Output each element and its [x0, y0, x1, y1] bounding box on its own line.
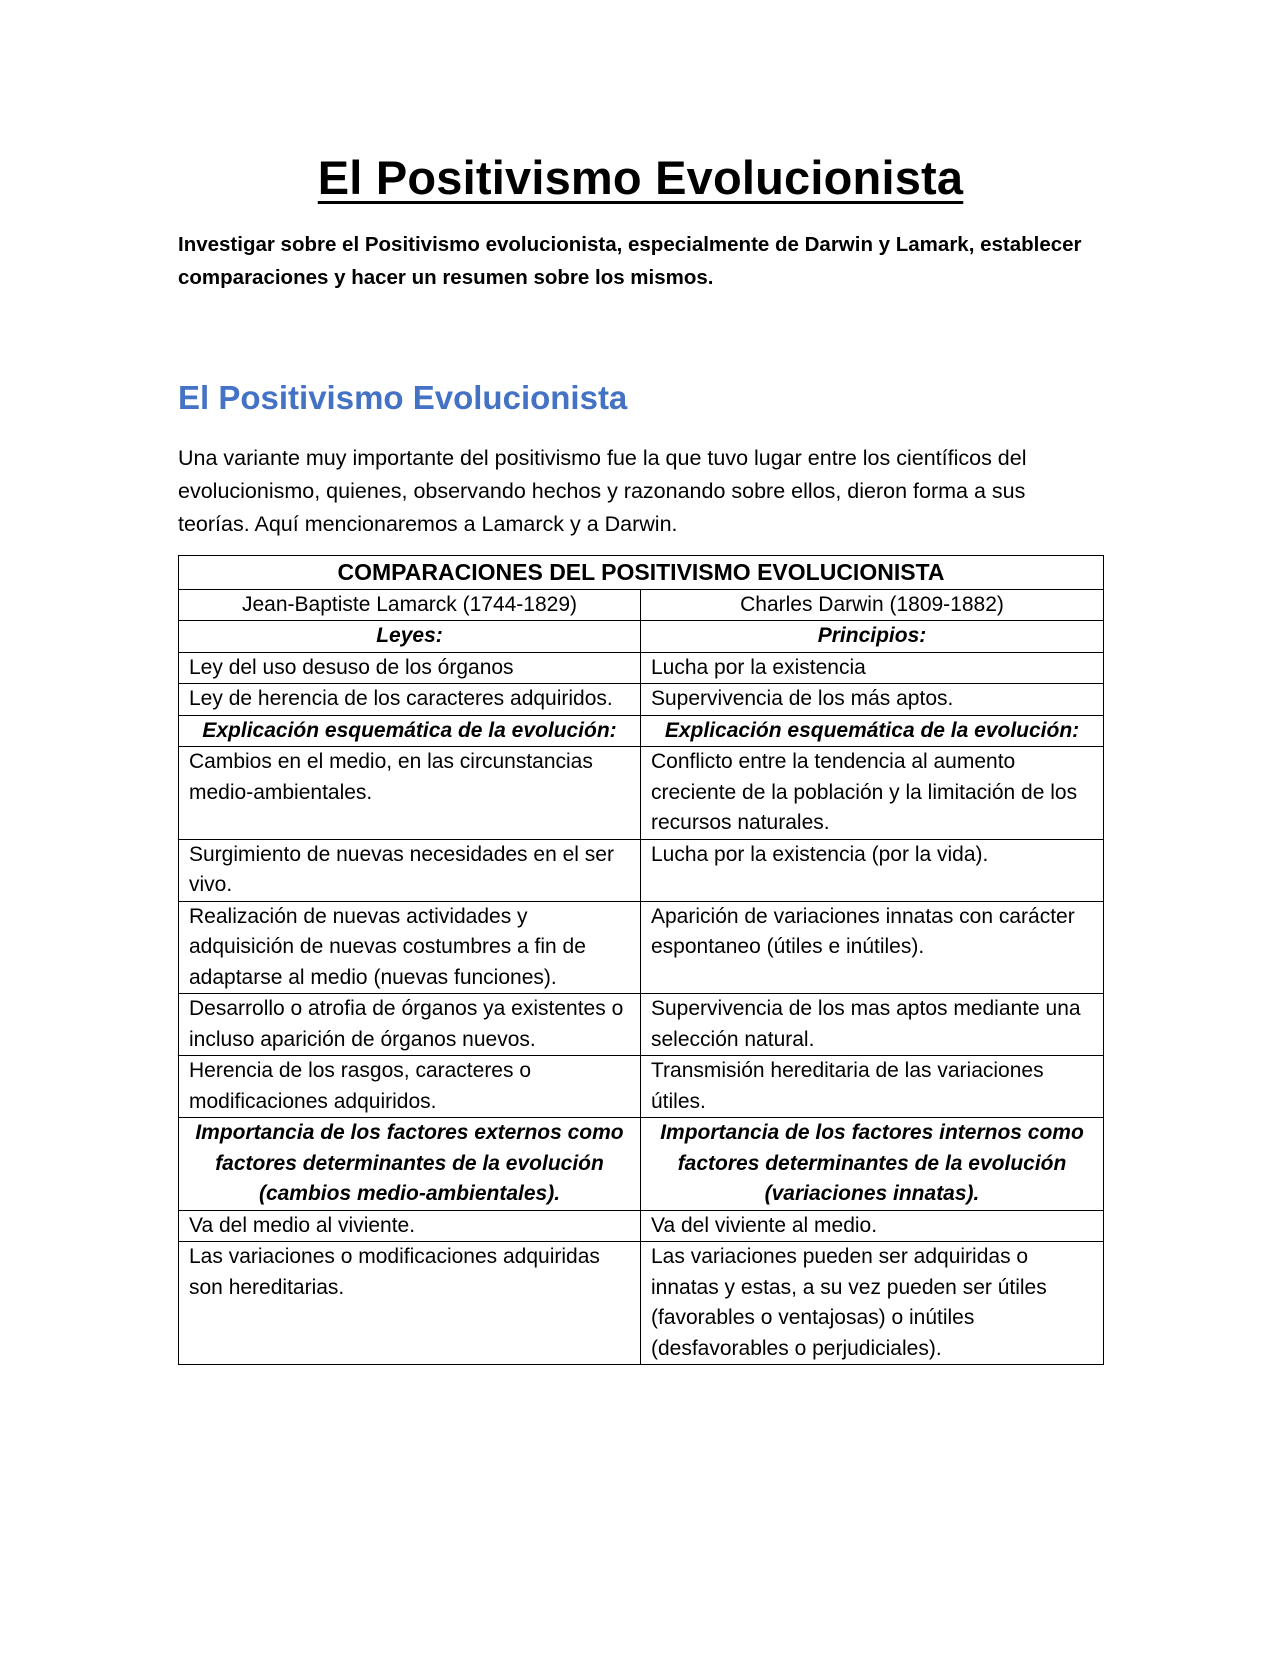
table-row	[179, 621, 1104, 653]
lamarck-cell: Explicación esquemática de la evolución:	[179, 715, 641, 747]
document-page	[178, 150, 1103, 1365]
table-title: COMPARACIONES DEL POSITIVISMO EVOLUCIONISTA	[179, 555, 1104, 589]
table-row	[179, 1242, 1104, 1365]
darwin-cell: Explicación esquemática de la evolución:	[641, 715, 1104, 747]
lamarck-cell: Ley de herencia de los caracteres adquiridos.	[179, 684, 641, 716]
lamarck-cell: Desarrollo o atrofia de órganos ya existentes o incluso aparición de órganos nuevos.	[179, 994, 641, 1056]
lamarck-cell: Va del medio al viviente.	[179, 1210, 641, 1242]
darwin-header: Charles Darwin (1809-1882)	[641, 589, 1104, 621]
table-row	[179, 1118, 1104, 1211]
document-title: El Positivismo Evolucionista	[317, 151, 964, 204]
table-row	[179, 747, 1104, 840]
table-header-row	[179, 589, 1104, 621]
lamarck-cell: Cambios en el medio, en las circunstancias medio-ambientales.	[179, 747, 641, 840]
darwin-cell: Las variaciones pueden ser adquiridas o innatas y estas, a su vez pueden ser útiles (favorables o ventajosas) o inútiles (desfavorables o perjudiciales).	[641, 1242, 1104, 1365]
table-row	[179, 901, 1104, 994]
table-row	[179, 1056, 1104, 1118]
lamarck-cell: Surgimiento de nuevas necesidades en el ser vivo.	[179, 839, 641, 901]
intro-paragraph: Una variante muy importante del positivismo fue la que tuvo lugar entre los científicos del evolucionismo, quienes, observando hechos y razonando sobre ellos, dieron forma a sus teorías. Aquí mencionaremos a Lamarck y a Darwin.	[178, 445, 1027, 536]
section-heading: El Positivismo Evolucionista	[178, 379, 628, 417]
table-title-row	[179, 555, 1104, 589]
darwin-cell: Transmisión hereditaria de las variaciones útiles.	[641, 1056, 1104, 1118]
lamarck-cell: Realización de nuevas actividades y adquisición de nuevas costumbres a fin de adaptarse al medio (nuevas funciones).	[179, 901, 641, 994]
darwin-cell: Aparición de variaciones innatas con carácter espontaneo (útiles e inútiles).	[641, 901, 1104, 994]
table-row	[179, 652, 1104, 684]
lamarck-cell: Las variaciones o modificaciones adquiridas son hereditarias.	[179, 1242, 641, 1365]
darwin-cell: Principios:	[641, 621, 1104, 653]
table-row	[179, 839, 1104, 901]
lamarck-cell: Ley del uso desuso de los órganos	[179, 652, 641, 684]
darwin-cell: Conflicto entre la tendencia al aumento creciente de la población y la limitación de los recursos naturales.	[641, 747, 1104, 840]
comparison-table	[178, 555, 1104, 1366]
darwin-cell: Importancia de los factores internos como factores determinantes de la evolución (variaciones innatas).	[641, 1118, 1104, 1211]
table-row	[179, 994, 1104, 1056]
table-row	[179, 1210, 1104, 1242]
table-row	[179, 684, 1104, 716]
darwin-cell: Lucha por la existencia	[641, 652, 1104, 684]
lamarck-cell: Leyes:	[179, 621, 641, 653]
table-row	[179, 715, 1104, 747]
darwin-cell: Supervivencia de los mas aptos mediante una selección natural.	[641, 994, 1104, 1056]
darwin-cell: Va del viviente al medio.	[641, 1210, 1104, 1242]
task-statement: Investigar sobre el Positivismo evolucionista, especialmente de Darwin y Lamark, establecer comparaciones y hacer un resumen sobre los mismos.	[178, 233, 1082, 290]
lamarck-cell: Herencia de los rasgos, caracteres o modificaciones adquiridos.	[179, 1056, 641, 1118]
lamarck-header: Jean-Baptiste Lamarck (1744-1829)	[179, 589, 641, 621]
lamarck-cell: Importancia de los factores externos como factores determinantes de la evolución (cambios medio-ambientales).	[179, 1118, 641, 1211]
darwin-cell: Lucha por la existencia (por la vida).	[641, 839, 1104, 901]
darwin-cell: Supervivencia de los más aptos.	[641, 684, 1104, 716]
